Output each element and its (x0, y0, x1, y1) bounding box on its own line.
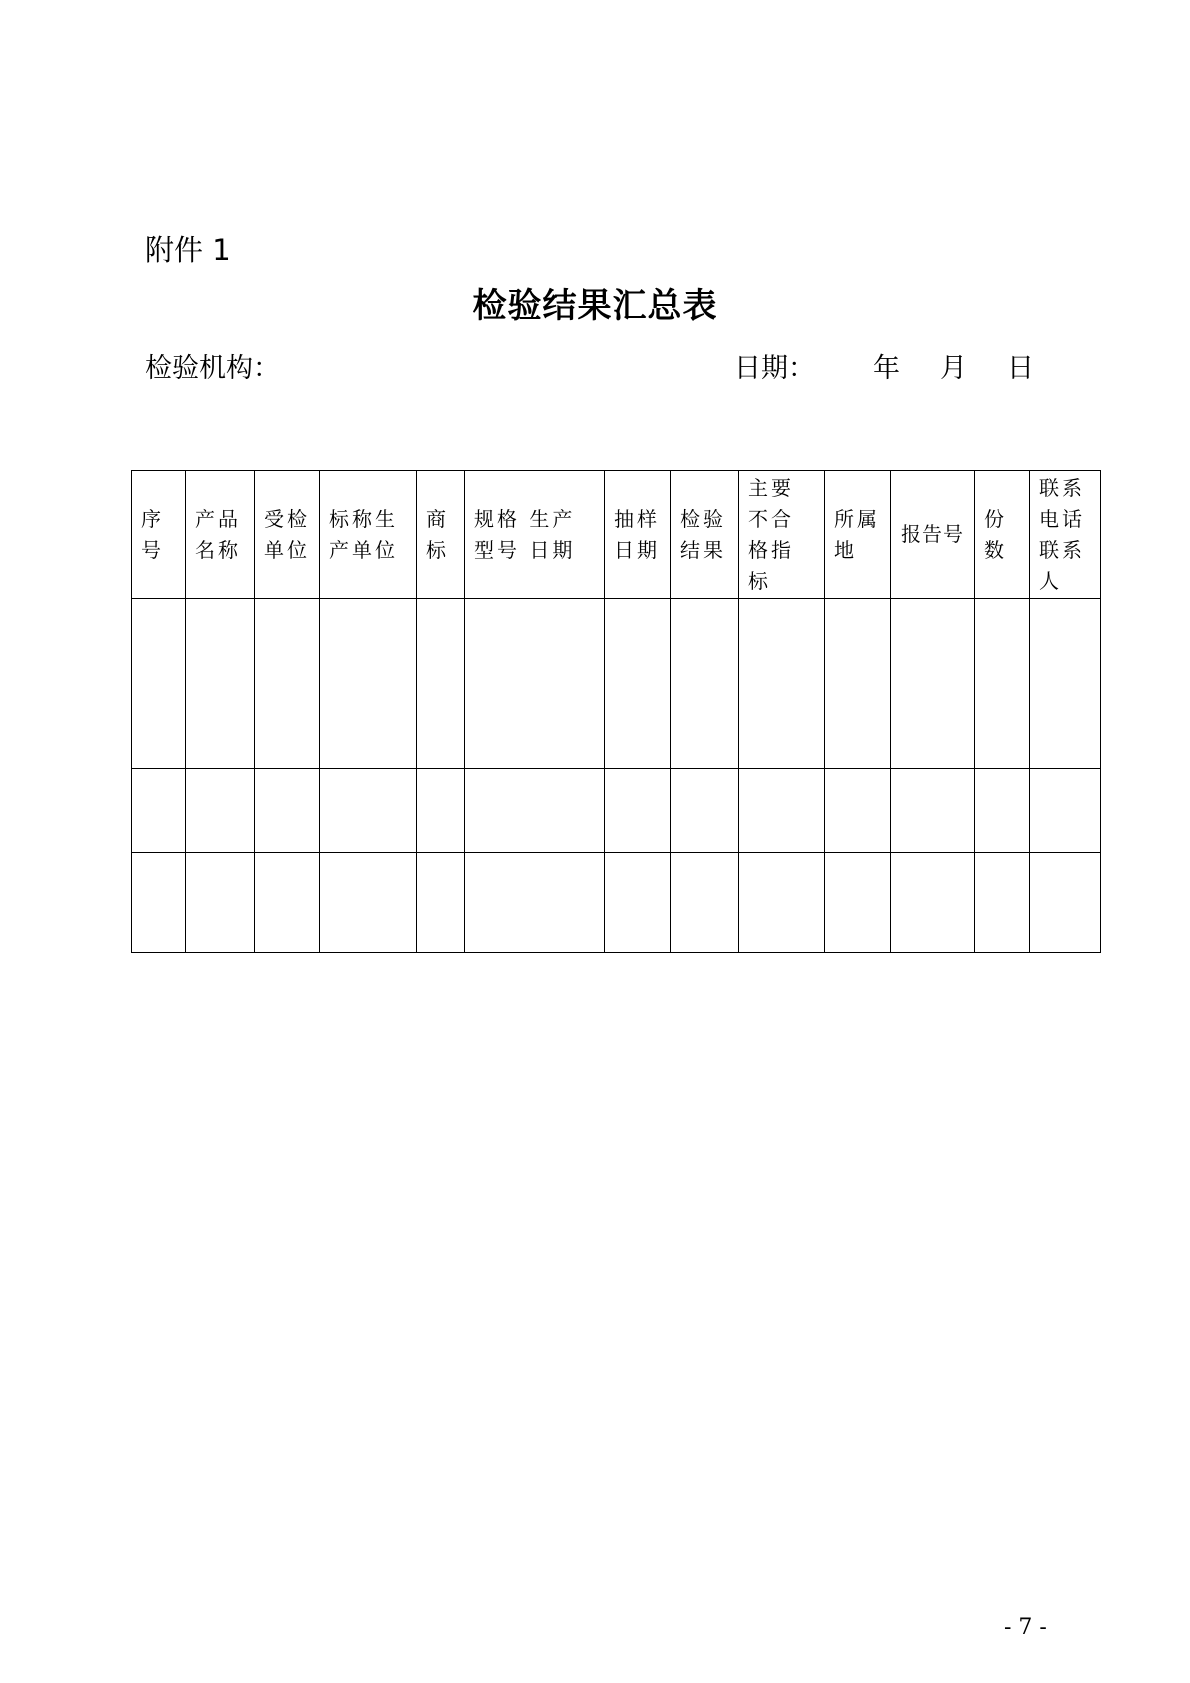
attachment-label: 附件 1 (145, 233, 231, 267)
table-cell[interactable] (825, 853, 891, 953)
table-cell[interactable] (465, 599, 605, 769)
table-cell[interactable] (605, 599, 671, 769)
table-cell[interactable] (825, 599, 891, 769)
table-cell[interactable] (255, 599, 320, 769)
header-cell-report-number: 报告号 (891, 471, 975, 599)
table-cell[interactable] (320, 769, 417, 853)
header-cell-nominal-producer: 标称生产单位 (320, 471, 417, 599)
table-cell[interactable] (417, 853, 465, 953)
header-cell-main-nonconforming: 主要不合格指标 (739, 471, 825, 599)
table-cell[interactable] (255, 769, 320, 853)
table-cell[interactable] (605, 769, 671, 853)
table-cell[interactable] (975, 599, 1030, 769)
table-cell[interactable] (1030, 853, 1101, 953)
date-month: 月 (940, 353, 967, 384)
table-cell[interactable] (605, 853, 671, 953)
table-cell[interactable] (1030, 769, 1101, 853)
table-row (132, 599, 1101, 769)
date-day: 日 (1007, 353, 1034, 384)
header-cell-inspection-result: 检验结果 (671, 471, 739, 599)
table-cell[interactable] (186, 769, 255, 853)
table-row (132, 853, 1101, 953)
table-cell[interactable] (739, 769, 825, 853)
table-cell[interactable] (132, 853, 186, 953)
page-number: - 7 - (1004, 1615, 1047, 1640)
table-cell[interactable] (186, 599, 255, 769)
table-row (132, 769, 1101, 853)
table-cell[interactable] (320, 599, 417, 769)
table-cell[interactable] (891, 599, 975, 769)
table-header-row (132, 471, 1101, 599)
table-cell[interactable] (671, 853, 739, 953)
date-year: 年 (873, 353, 900, 384)
table-cell[interactable] (132, 769, 186, 853)
header-cell-seq: 序号 (132, 471, 186, 599)
table-cell[interactable] (975, 769, 1030, 853)
header-cell-trademark: 商标 (417, 471, 465, 599)
table-cell[interactable] (320, 853, 417, 953)
table-cell[interactable] (739, 599, 825, 769)
date-label: 日期： (734, 353, 815, 384)
table-cell[interactable] (465, 853, 605, 953)
header-cell-sampling-date: 抽样日期 (605, 471, 671, 599)
table-cell[interactable] (671, 769, 739, 853)
table-cell[interactable] (891, 769, 975, 853)
header-cell-inspected-unit: 受检单位 (255, 471, 320, 599)
table-cell[interactable] (671, 599, 739, 769)
table-cell[interactable] (132, 599, 186, 769)
table-cell[interactable] (417, 599, 465, 769)
table-cell[interactable] (255, 853, 320, 953)
header-cell-copies: 份数 (975, 471, 1030, 599)
header-cell-spec-production-date: 规格 生产型号 日期 (465, 471, 605, 599)
page-title: 检验结果汇总表 (472, 286, 718, 326)
table-cell[interactable] (891, 853, 975, 953)
date-line (734, 346, 1034, 385)
header-cell-contact: 联系电话联系人 (1030, 471, 1101, 599)
table-cell[interactable] (975, 853, 1030, 953)
table-cell[interactable] (825, 769, 891, 853)
header-cell-region: 所属地 (825, 471, 891, 599)
header-cell-product-name: 产品名称 (186, 471, 255, 599)
table-cell[interactable] (1030, 599, 1101, 769)
inspection-org-label: 检验机构： (145, 353, 280, 384)
table-cell[interactable] (739, 853, 825, 953)
table-cell[interactable] (186, 853, 255, 953)
summary-table (131, 470, 1101, 953)
table-cell[interactable] (417, 769, 465, 853)
table-cell[interactable] (465, 769, 605, 853)
